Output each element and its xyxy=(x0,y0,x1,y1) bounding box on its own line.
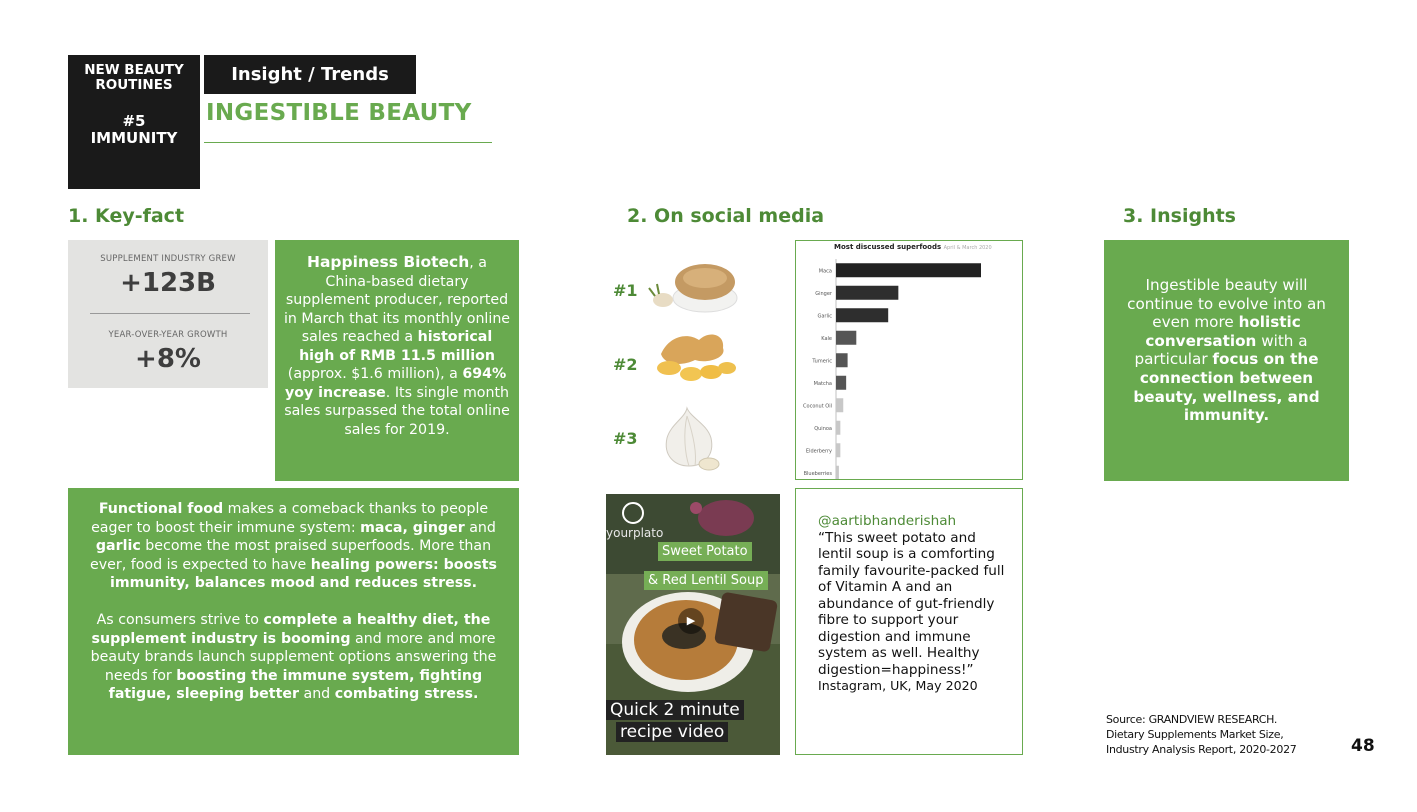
source-line-3: Industry Analysis Report, 2020-2027 xyxy=(1106,743,1297,756)
fact-bold-2: historical high of RMB 11.5 million xyxy=(299,329,495,364)
func-text-1: makes a comeback thanks to people eager to boost their immune system: xyxy=(91,501,489,536)
video-title-line-2: & Red Lentil Soup xyxy=(644,571,768,590)
recipe-video-thumbnail[interactable] xyxy=(606,494,780,755)
stat-label-industry: SUPPLEMENT INDUSTRY GREW xyxy=(100,254,236,264)
quote-text: “This sweet potato and lentil soup is a comforting family favourite-packed full of Vitamin A and an abundance of gut-friendly fibre to support your digestion and immune system as well. Healthy digestion=happiness!” xyxy=(818,529,1005,678)
chart-bar xyxy=(836,353,848,367)
section-heading-key-fact: 1. Key-fact xyxy=(68,205,185,227)
chart-title-text: Most discussed superfoods xyxy=(834,243,942,251)
fact-company: Happiness Biotech xyxy=(307,253,470,271)
source-citation xyxy=(1106,712,1296,757)
chart-bar xyxy=(836,443,840,457)
garlic-icon xyxy=(651,404,725,474)
source-line-1: Source: GRANDVIEW RESEARCH. xyxy=(1106,713,1278,726)
func-text-5: and more and more beauty brands launch supplement options answering the needs for xyxy=(90,630,497,684)
video-caption-line-1: Quick 2 minute xyxy=(606,700,744,720)
insights-box xyxy=(1104,240,1349,481)
chart-svg xyxy=(796,241,1021,479)
func-text-2: and xyxy=(464,519,496,536)
chart-category-label: Coconut Oil xyxy=(803,403,832,410)
supplement-stat-card xyxy=(68,240,268,388)
video-brand-circle-icon xyxy=(622,502,644,524)
rank-2: #2 xyxy=(613,355,638,374)
fact-text-2: (approx. $1.6 million), a xyxy=(287,366,463,382)
insight-text-1: Ingestible beauty will continue to evolve into an even more xyxy=(1127,276,1326,332)
stat-divider xyxy=(90,313,250,314)
chart-bar xyxy=(836,398,843,412)
stat-value-industry: +123B xyxy=(120,268,216,298)
superfoods-chart xyxy=(795,240,1023,480)
fact-text-1: , a China-based dietary supplement producer, reported in March that its monthly online sales reached a xyxy=(283,255,511,345)
rank-3: #3 xyxy=(613,429,638,448)
functional-paragraph-2 xyxy=(78,611,509,704)
func-text-3: become the most praised superfoods. More than ever, food is expected to have xyxy=(90,538,492,573)
chart-category-label: Ginger xyxy=(815,290,832,297)
func-bold-3: garlic xyxy=(95,538,141,555)
insight-bold-1: holistic conversation xyxy=(1145,313,1301,350)
chart-category-label: Maca xyxy=(818,268,832,275)
chart-subtitle: April & March 2020 xyxy=(943,245,992,251)
insight-bold-2: focus on the connection between beauty, wellness, and immunity. xyxy=(1133,350,1320,425)
func-text-4: As consumers strive to xyxy=(96,611,264,628)
chart-bar xyxy=(836,263,981,277)
func-text-6: and xyxy=(298,686,335,703)
fact-bold-3: 694% yoy increase xyxy=(284,366,507,401)
happiness-biotech-fact xyxy=(275,240,519,481)
chart-category-label: Matcha xyxy=(813,380,832,387)
page-number: 48 xyxy=(1351,736,1375,756)
chart-bar xyxy=(836,286,898,300)
page-title: INGESTIBLE BEAUTY xyxy=(206,100,472,126)
chart-bar xyxy=(836,308,888,322)
chart-bar xyxy=(836,331,856,345)
chart-category-label: Elderberry xyxy=(805,448,832,455)
chart-bar xyxy=(836,376,846,390)
quote-source: Instagram, UK, May 2020 xyxy=(818,678,978,693)
functional-paragraph-1 xyxy=(78,500,509,593)
stat-value-yoy: +8% xyxy=(135,344,201,374)
routine-label-box xyxy=(68,55,200,189)
func-bold-5: complete a healthy diet, the supplement industry is booming xyxy=(91,611,491,647)
func-bold-2: maca, ginger xyxy=(360,519,465,536)
routine-label: NEW BEAUTY ROUTINES xyxy=(84,62,184,93)
rank-1: #1 xyxy=(613,281,638,300)
video-play-icon[interactable]: ▶ xyxy=(678,608,704,634)
ginger-icon xyxy=(647,326,743,388)
func-bold-1: Functional food xyxy=(98,501,224,517)
chart-category-label: Quinoa xyxy=(814,425,832,432)
source-line-2: Dietary Supplements Market Size, xyxy=(1106,728,1284,741)
title-underline xyxy=(204,142,492,143)
func-bold-6: boosting the immune system, fighting fatigue, sleeping better xyxy=(108,667,483,703)
insight-text-2: with a particular xyxy=(1134,331,1308,369)
stat-label-yoy: YEAR-OVER-YEAR GROWTH xyxy=(108,330,228,340)
chart-bar xyxy=(836,466,839,479)
routine-number: #5 IMMUNITY xyxy=(90,112,178,147)
insight-trends-tag: Insight / Trends xyxy=(204,55,416,94)
chart-category-label: Tumeric xyxy=(812,358,832,365)
section-heading-social-media: 2. On social media xyxy=(627,205,825,227)
video-brand: yourplato xyxy=(606,526,664,540)
maca-powder-icon xyxy=(645,258,741,316)
func-bold-4: healing powers: boosts immunity, balances mood and reduces stress. xyxy=(110,556,497,592)
fact-text-3: . Its single month sales surpassed the total online sales for 2019. xyxy=(284,384,510,438)
chart-bar xyxy=(836,421,840,435)
section-heading-insights: 3. Insights xyxy=(1123,205,1236,227)
chart-category-label: Garlic xyxy=(817,313,832,320)
functional-food-box xyxy=(68,488,519,755)
video-title-line-1: Sweet Potato xyxy=(658,542,752,561)
instagram-handle: @aartibhanderishah xyxy=(818,513,957,529)
chart-category-label: Blueberries xyxy=(803,470,832,477)
video-caption-line-2: recipe video xyxy=(616,722,728,742)
chart-category-label: Kale xyxy=(821,335,832,342)
func-bold-7: combating stress. xyxy=(334,686,479,703)
instagram-quote xyxy=(795,488,1023,755)
